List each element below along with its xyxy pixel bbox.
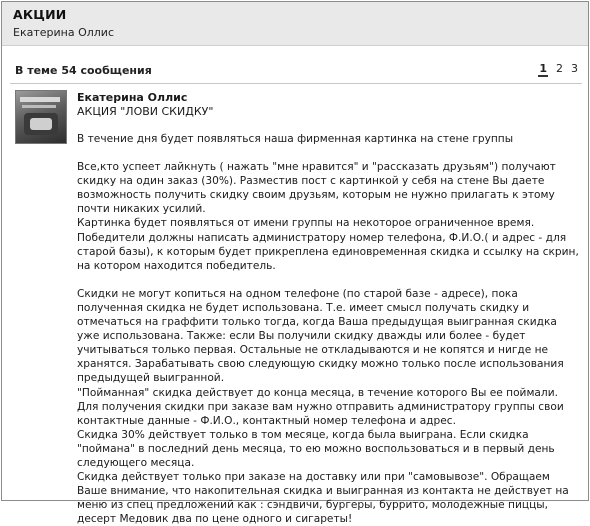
- author-avatar[interactable]: [15, 90, 67, 144]
- post-paragraph: Для получения скидки при заказе вам нужно отправить администратору группы свои контактные данные - Ф.И.О., контактный номер телефона и адрес.: [77, 400, 564, 427]
- page-link-3[interactable]: 3: [571, 62, 578, 75]
- message-count: В теме 54 сообщения: [15, 64, 152, 77]
- post-paragraph: В течение дня будет появляться наша фирменная картинка на стене группы: [77, 133, 514, 145]
- post-paragraph: Скидка 30% действует только в том месяце, когда была выиграна. Если скидка "поймана" в последний день месяца, то ею можно воспользоваться и в первый день следующего месяца.: [77, 428, 555, 469]
- divider: [10, 83, 582, 84]
- post-paragraph: Скидка действует только при заказе на доставку или при "самовывозе". Обращаем Ваше внимание, что накопительная скидка и выигранная из контакта не действует на меню из спец предложений как : сэндвичи, бургеры, буррито, молодежные пиццы, десерт Медовик два по цене одного и сигареты!: [77, 471, 569, 526]
- post-paragraph: "Пойманная" скидка действует до конца месяца, в течение которого Вы ее поймали.: [77, 386, 558, 399]
- topic-header: [2, 2, 588, 46]
- page-link-2[interactable]: 2: [556, 62, 563, 75]
- post-author-link[interactable]: Екатерина Оллис: [77, 91, 188, 104]
- topic-window: [1, 1, 589, 526]
- page-link-1[interactable]: 1: [539, 62, 547, 75]
- post-body: [77, 91, 582, 526]
- post-paragraph: Картинка будет появляться от имени группы на некоторое ограниченное время. Победители должны написать администратору номер телефона, Ф.И.О.( и адрес - для старой базы), к которым будет прикреплена единовременная скидка и ссылку на скрин, на котором находится победитель.: [77, 217, 579, 272]
- pagination: [538, 62, 578, 77]
- topic-title: АКЦИИ: [13, 7, 67, 22]
- topic-author-link[interactable]: Екатерина Оллис: [13, 26, 114, 39]
- topic-info-bar: [2, 57, 588, 83]
- post-title: АКЦИЯ "ЛОВИ СКИДКУ": [77, 105, 214, 118]
- post-paragraph: Все,кто успеет лайкнуть ( нажать "мне нравится" и "рассказать друзьям") получают скидку на один заказ (30%). Разместив пост с картинкой у себя на стене Вы даете возможность получить скидку своим друзьям, которым не нужно прилагать к этому почти никаких усилий.: [77, 161, 556, 216]
- post-paragraph: Скидки не могут копиться на одном телефоне (по старой базе - адресе), пока полученная скидка не будет использована. Т.е. имеет смысл получать скидку и отмечаться на граффити только тогда, когда Ваша предыдущая выигранная скидка уже использована. Также: если Вы получили скидку дважды или более - будет учитываться только первая. Остальные не откладываются и не копятся и нигде не хранятся. Зарабатывать свою следующую скидку можно только после использования предыдущей выигранной.: [77, 287, 564, 385]
